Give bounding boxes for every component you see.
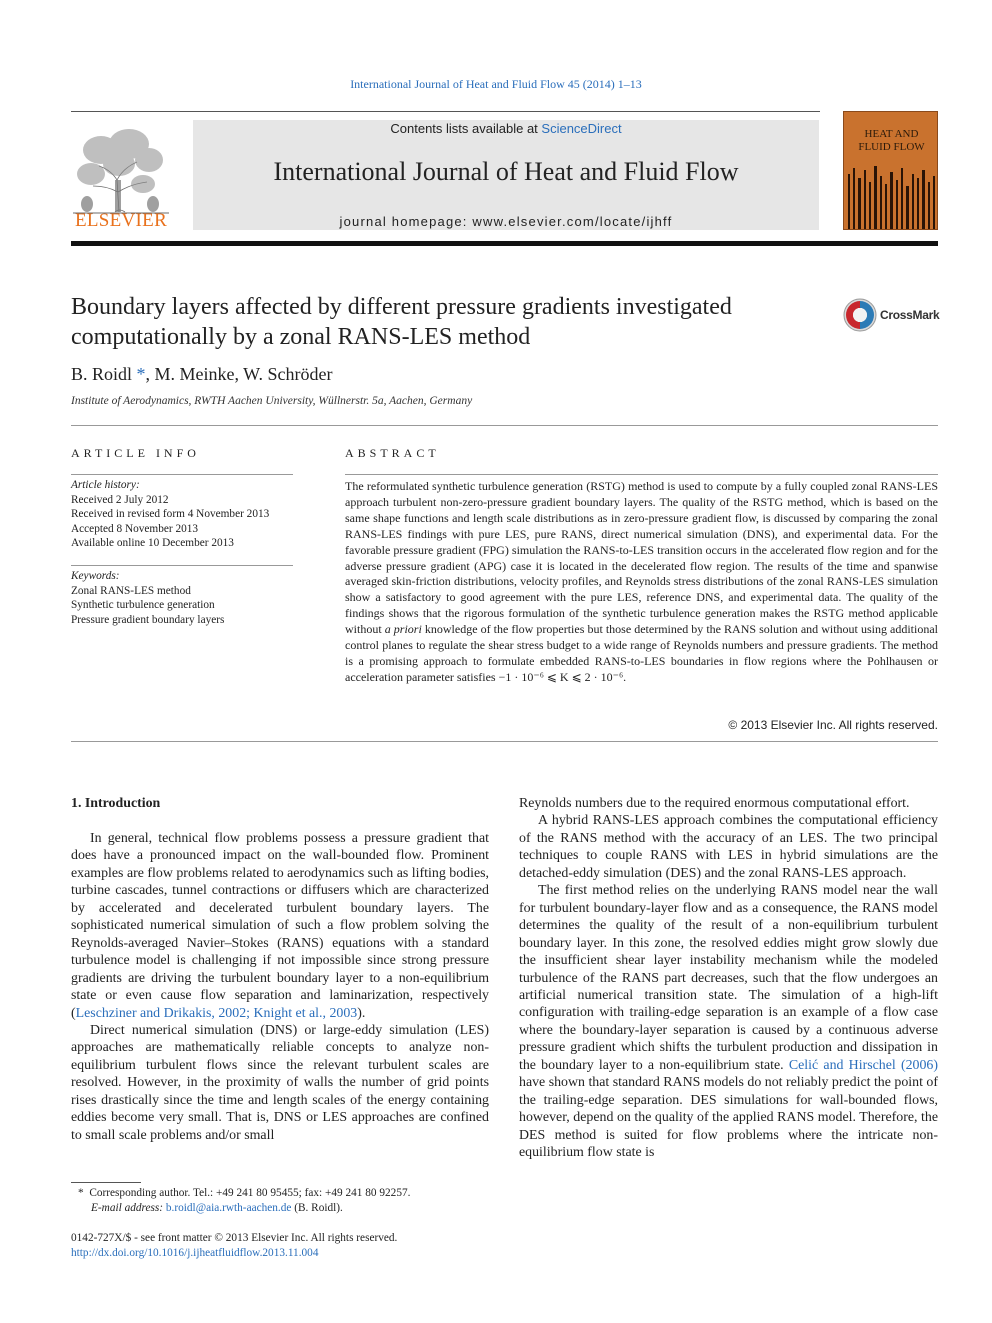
email-label: E-mail address: — [91, 1202, 164, 1214]
citation-link[interactable]: Leschziner and Drikakis, 2002; Knight et al., 2003 — [75, 1005, 358, 1021]
cover-title-line2: FLUID FLOW — [858, 141, 925, 153]
footnote-mark: * — [78, 1187, 84, 1199]
keywords — [71, 569, 301, 627]
paragraph: Reynolds numbers due to the required enormous computational effort. — [519, 796, 910, 811]
author-list — [71, 364, 333, 385]
keyword-item: Zonal RANS-LES method — [71, 584, 191, 597]
contents-line — [193, 121, 819, 136]
affiliation: Institute of Aerodynamics, RWTH Aachen University, Wüllnerstr. 5a, Aachen, Germany — [71, 395, 473, 407]
abstract-body-cont: knowledge of the flow properties but those determined by the RANS solution and without using additional control planes to regulate the shear stress budget to a wide range of Reynolds numbers and pressure gradients. The method is a promising approach to formulate embedded RANS-to-LES boundaries in flow regions where the Pohlhausen or acceleration parameter satisfies — [345, 622, 938, 684]
divider — [71, 565, 293, 566]
sciencedirect-link[interactable]: ScienceDirect — [541, 121, 622, 136]
email-suffix: (B. Roidl). — [291, 1202, 343, 1214]
paragraph-text: have shown that standard RANS models do not reliably predict the point of the trailing-edge separation. DES simulations for wall-bounded flows, however, depend on the quality of the applied RANS model. Therefore, the DES method is suited for flow problems where the intricate non-equilibrium flow state is — [519, 1075, 938, 1161]
divider — [345, 474, 938, 475]
keyword-item: Pressure gradient boundary layers — [71, 613, 225, 626]
cover-artwork-icon — [844, 164, 938, 230]
keyword-item: Synthetic turbulence generation — [71, 599, 215, 611]
abstract-heading: ABSTRACT — [345, 446, 440, 460]
journal-name: International Journal of Heat and Fluid Flow — [273, 157, 739, 186]
paragraph-text: ). — [357, 1005, 366, 1021]
crossmark-icon — [843, 298, 877, 332]
body-column-right — [519, 795, 938, 1162]
cover-title-line1: HEAT AND — [864, 128, 919, 140]
section-heading-introduction: 1. Introduction — [71, 796, 161, 811]
footnote — [71, 1186, 491, 1216]
history-accepted: Accepted 8 November 2013 — [71, 522, 199, 535]
abstract-italic: a priori — [384, 622, 422, 637]
history-online: Available online 10 December 2013 — [71, 537, 234, 549]
article-info-heading: ARTICLE INFO — [71, 446, 200, 460]
doi-link[interactable]: http://dx.doi.org/10.1016/j.ijheatfluidflow.2013.11.004 — [71, 1246, 319, 1259]
abstract-text — [345, 479, 938, 686]
paragraph-text: In general, technical flow problems possess a pressure gradient that does have a pronounced impact on the wall-bounded flow. Prominent examples are flow problems related to aerodynamics such as lifting bodies, turbine cascades, tunnel contractions or diffusers which are characterized by accelerated and decelerated turbulent boundary layers. The sophisticated numerical simulation of such a flow problem solving the Reynolds-averaged Navier–Stokes (RANS) equations with a standard turbulence model is challenging if not impossible since strong pressure gradients are driving the turbulent boundary layer to a non-equilibrium state or even cause flow separation and laminarization, respectively ( — [71, 831, 489, 1021]
email-note — [71, 1201, 491, 1216]
abstract-body: The reformulated synthetic turbulence generation (RSTG) method is used to compute by a fully coupled zonal RANS-LES approach turbulent non-zero-pressure gradient boundary layers. The quality of the RSTG method, which is based on the same shape functions and length scale distributions as in zero-pressure gradient flow, is discussed by comparing the zonal RANS-LES findings with pure LES, pure RANS, direct numerical simulation (DNS), and experimental data. For the favorable pressure gradient (FPG) simulation the RANS-to-LES transition occurs in the accelerated flow region and for the adverse pressure gradient (APG) case it is located in the decelerated flow region. The results of the time and spanwise averaged skin-friction distributions, velocity profiles, and Reynolds stress distributions of the zonal RANS-LES simulation show a satisfactory to good agreement with the pure LES, reference DNS, and experimental data. The quality of the findings shows that the rigorous formulation of the synthetic turbulence generation makes the RSTG method applicable without — [345, 479, 938, 637]
top-rule — [71, 111, 820, 112]
body-column-left — [71, 830, 489, 1144]
history-received: Received 2 July 2012 — [71, 493, 169, 506]
crossmark-badge[interactable] — [843, 298, 877, 332]
cover-title — [844, 128, 938, 154]
keywords-label: Keywords: — [71, 570, 120, 582]
journal-citation[interactable]: International Journal of Heat and Fluid Flow 45 (2014) 1–13 — [350, 77, 642, 91]
email-link[interactable]: b.roidl@aia.rwth-aachen.de — [165, 1202, 292, 1214]
paragraph-text: The first method relies on the underlying RANS model near the wall for turbulent boundary-layer flow and as a consequence, the RANS model determines the quality of the result of a non-equilibrium turbulent boundary layer. In this zone, the resolved eddies might grow slowly due the insufficient shear layer instability mechanism while the modeled turbulence of the RANS part decreases, such that the flow undergoes an artificial numerical transition state. The simulation of a high-lift configuration with trailing-edge separation is an example of a flow case where the boundary-layer separation is caused by a continuous adverse pressure gradient which shifts the turbulent production and dissipation in the boundary layer to a non-equilibrium state. — [519, 883, 938, 1073]
contents-prefix: Contents lists available at — [390, 121, 542, 136]
article-history-label: Article history: — [71, 479, 140, 491]
header-thick-rule — [71, 241, 938, 246]
paragraph — [71, 830, 489, 1022]
corresponding-author-text: Corresponding author. Tel.: +49 241 80 95455; fax: +49 241 80 92257. — [89, 1187, 411, 1199]
copyright-notice: © 2013 Elsevier Inc. All rights reserved. — [728, 718, 938, 732]
crossmark-label[interactable]: CrossMark — [880, 308, 940, 322]
history-revised: Received in revised form 4 November 2013 — [71, 508, 270, 520]
citation-link[interactable]: Celić and Hirschel (2006) — [788, 1057, 938, 1073]
elsevier-wordmark: ELSEVIER — [74, 210, 168, 231]
paragraph: Direct numerical simulation (DNS) or large-eddy simulation (LES) approaches are mathematically reliable concepts to analyze non-equilibrium turbulent flows since the relevant turbulent scales are resolved. However, in the proximity of walls the number of grid points rises drastically since the time and length scales of the energy containing eddies become very small. That is, DNS or LES approaches are confined to small scale problems and/or small — [71, 1022, 489, 1143]
issn-line: 0142-727X/$ - see front matter © 2013 Elsevier Inc. All rights reserved. — [71, 1232, 398, 1244]
divider — [71, 474, 293, 475]
corresponding-author-mark[interactable]: * — [136, 364, 146, 384]
paragraph: A hybrid RANS-LES approach combines the computational efficiency of the RANS method with the accuracy of an LES. The two principal techniques to couple RANS with LES in hybrid simulations are the detached-eddy simulation (DES) and the zonal RANS-LES approach. — [519, 813, 938, 881]
co-authors: , M. Meinke, W. Schröder — [145, 364, 333, 384]
author-name: B. Roidl — [71, 364, 133, 384]
corresponding-author-note — [71, 1186, 491, 1201]
article-title: Boundary layers affected by different pressure gradients investigated computationally by a zonal RANS-LES method — [71, 294, 732, 350]
journal-cover-thumbnail[interactable] — [843, 111, 938, 230]
acceleration-parameter-formula: −1 · 10⁻⁶ ⩽ K ⩽ 2 · 10⁻⁶ — [498, 669, 624, 684]
publication-meta — [71, 1231, 491, 1260]
divider — [71, 741, 938, 742]
journal-homepage[interactable]: journal homepage: www.elsevier.com/locate/ijhff — [339, 214, 673, 229]
abstract-end: . — [623, 669, 627, 684]
article-history — [71, 478, 301, 551]
paragraph — [519, 882, 938, 1161]
footnote-rule — [71, 1182, 141, 1183]
divider — [71, 425, 938, 426]
elsevier-logo[interactable] — [71, 120, 171, 232]
